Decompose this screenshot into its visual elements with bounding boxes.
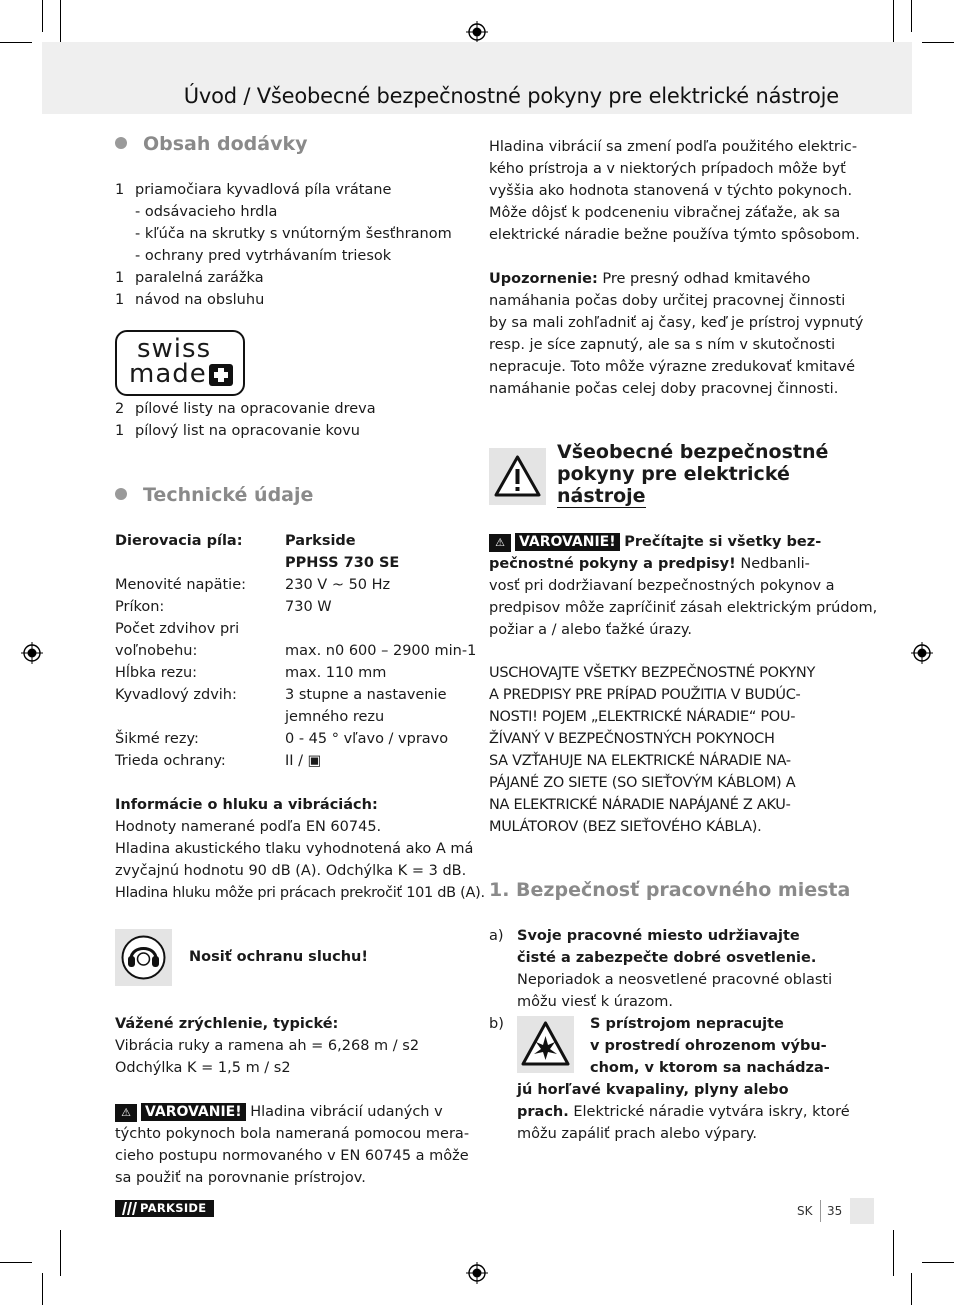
item-b-bold: jú horľavé kvapaliny, plyny alebo: [517, 1082, 789, 1098]
caps-line: PÁJANÉ ZO SIETE (SO SIEŤOVÝM KÁBLOM) A: [489, 775, 796, 791]
crop-mark: [42, 0, 43, 32]
caps-line: ŽÍVANÝ V BEZPEČNOSTNÝCH POKYNOCH: [489, 731, 775, 747]
upozornenie-line: namáhanie počas celej doby pracovnej činnosti.: [489, 381, 839, 397]
crop-mark: [893, 0, 894, 46]
tech-label: Počet zdvihov pri: [115, 621, 240, 637]
general-safety-heading: Všeobecné bezpečnostné pokyny pre elektrické nástroje: [557, 441, 829, 507]
hearing-label: Nosiť ochranu sluchu!: [189, 949, 368, 965]
tech-label: Príkon:: [115, 599, 165, 615]
list-item: 1: [115, 182, 125, 198]
section-heading: [115, 133, 308, 155]
list-item-text: paralelná zarážka: [135, 270, 264, 286]
item-a-bold: Svoje pracovné miesto udržiavajte: [517, 928, 800, 944]
item-a-bold: čisté a zabezpečte dobré osvetlenie.: [517, 950, 817, 966]
tech-label: Hĺbka rezu:: [115, 665, 198, 681]
explosion-hazard-icon: [517, 1016, 574, 1073]
tech-title: Technické údaje: [143, 484, 314, 506]
warning-block: [115, 1101, 443, 1123]
intro-line: elektrické náradie bežne používa týmto spôsobom.: [489, 227, 860, 243]
tech-value: max. 110 mm: [285, 665, 387, 681]
noise-line: Hladina hluku môže pri prácach prekročiť 101 dB (A).: [115, 885, 485, 901]
tech-value: PPHSS 730 SE: [285, 555, 400, 571]
footer-lang: SK: [797, 1204, 813, 1218]
caps-line: USCHOVAJTE VŠETKY BEZPEČNOSTNÉ POKYNY: [489, 665, 816, 681]
tech-label: Kyvadlový zdvih:: [115, 687, 237, 703]
intro-line: Môže dôjsť k podceneniu vibračnej záťaže, ak sa: [489, 205, 841, 221]
crop-mark: [0, 42, 32, 43]
crop-mark: [911, 1273, 912, 1305]
warning-line: týchto pokynoch bola nameraná pomocou mera-: [115, 1126, 470, 1142]
list-item: 1: [115, 292, 125, 308]
upozornenie-line: nepracuje. Toto môže výrazne zredukovať kmitavé: [489, 359, 856, 375]
registration-mark-icon: [466, 21, 488, 43]
warning-line: pečnostné pokyny a predpisy! Nedbanli-: [489, 556, 810, 572]
warning-bold: Prečítajte si všetky bez-: [624, 534, 822, 550]
warning-badge: VAROVANIE!: [515, 533, 620, 551]
list-item: 1: [115, 270, 125, 286]
item-b-line: prach. Elektrické náradie vytvára iskry, ktoré: [517, 1104, 850, 1120]
footer-tab: [850, 1198, 874, 1224]
tech-value: 730 W: [285, 599, 332, 615]
tech-label: Dierovacia píla:: [115, 533, 243, 549]
item-b-bold: S prístrojom nepracujte: [590, 1016, 784, 1032]
item-b-text: môžu zapáliť prach alebo výpary.: [517, 1126, 758, 1142]
list-item: 1: [115, 423, 125, 439]
vib-title: Vážené zrýchlenie, typické:: [115, 1016, 339, 1032]
list-item-text: pílový list na opracovanie kovu: [135, 423, 360, 439]
upozornenie-text: Pre presný odhad kmitavého: [602, 271, 811, 287]
hearing-protection-icon: [115, 929, 172, 986]
registration-mark-icon: [911, 642, 933, 664]
upozornenie: [489, 268, 810, 290]
upozornenie-label: Upozornenie:: [489, 271, 598, 287]
tech-value: 230 V ~ 50 Hz: [285, 577, 391, 593]
crop-mark: [893, 1230, 894, 1276]
list-item-text: priamočiara kyvadlová píla vrátane: [135, 182, 392, 198]
tech-value: max. n0 600 – 2900 min-1: [285, 643, 477, 659]
intro-line: kého prístroja a v niektorých prípadoch môže byť: [489, 161, 846, 177]
caps-line: SA VZŤAHUJE NA ELEKTRICKÉ NÁRADIE NA-: [489, 753, 791, 769]
item-a-text: Neporiadok a neosvetlené pracovné oblasti: [517, 972, 833, 988]
crop-mark: [922, 42, 954, 43]
caps-line: NOSTI! POJEM „ELEKTRICKÉ NÁRADIE“ POU-: [489, 709, 796, 725]
caps-line: NA ELEKTRICKÉ NÁRADIE NAPÁJANÉ Z AKU-: [489, 797, 791, 813]
swiss-logo-line1: swiss: [137, 334, 212, 364]
crop-mark: [922, 1262, 954, 1263]
swiss-cross-icon: [209, 364, 233, 386]
vib-line: Odchýlka K = 1,5 m / s2: [115, 1060, 291, 1076]
tech-label: Trieda ochrany:: [115, 753, 226, 769]
intro-line: vyššia ako hodnota stanovená v týchto pokynoch.: [489, 183, 853, 199]
page-number: 35: [827, 1204, 843, 1218]
tech-value: 3 stupne a nastavenie: [285, 687, 447, 703]
warning-line: vosť pri dodržiavaní bezpečnostných pokynov a: [489, 578, 835, 594]
warning-triangle-icon: ⚠: [489, 534, 511, 552]
caps-line: MULÁTOROV (BEZ SIEŤOVÉHO KÁBLA).: [489, 819, 762, 835]
warning-line: sa použiť na porovnanie prístrojov.: [115, 1170, 366, 1186]
tech-value: II / ▣: [285, 753, 322, 769]
item-a-text: môžu viesť k úrazom.: [517, 994, 674, 1010]
registration-mark-icon: [21, 642, 43, 664]
warning-line: cieho postupu normovaného v EN 60745 a môže: [115, 1148, 469, 1164]
bullet-icon: [115, 137, 127, 149]
noise-title: Informácie o hluku a vibráciách:: [115, 797, 378, 813]
vib-line: Vibrácia ruky a ramena ah = 6,268 m / s2: [115, 1038, 420, 1054]
list-item: 2: [115, 401, 125, 417]
crop-mark: [0, 1262, 32, 1263]
tech-label: Šikmé rezy:: [115, 731, 199, 747]
list-item-text: návod na obsluhu: [135, 292, 265, 308]
warning-text: Hladina vibrácií udaných v: [250, 1104, 443, 1120]
page-title: Úvod / Všeobecné bezpečnostné pokyny pre elektrické nástroje: [183, 84, 839, 108]
list-item-text: pílové listy na opracovanie dreva: [135, 401, 376, 417]
crop-mark: [60, 0, 61, 46]
item-b-bold: chom, v ktorom sa nachádza-: [590, 1060, 830, 1076]
section-1-heading: 1. Bezpečnosť pracovného miesta: [489, 879, 851, 901]
tech-value: Parkside: [285, 533, 356, 549]
intro-line: Hladina vibrácií sa zmení podľa použitého elektric-: [489, 139, 858, 155]
crop-mark: [911, 0, 912, 32]
caps-line: A PREDPISY PRE PRÍPAD POUŽITIA V BUDÚC-: [489, 687, 801, 703]
list-item-text: - kľúča na skrutky s vnútorným šesťhranom: [135, 226, 452, 242]
warning-line: predpisov môže zapríčiniť zásah elektrickým prúdom,: [489, 600, 878, 616]
warning-triangle-icon: ⚠: [115, 1104, 137, 1122]
list-item-text: - odsávacieho hrdla: [135, 204, 278, 220]
footer-divider: [820, 1200, 821, 1222]
upozornenie-line: by sa mali zohľadniť aj časy, keď je prístroj vypnutý: [489, 315, 864, 331]
upozornenie-line: namáhania počas doby určitej pracovnej činnosti: [489, 293, 846, 309]
tech-value: 0 - 45 ° vľavo / vpravo: [285, 731, 449, 747]
warning-line: požiar a / alebo ťažké úrazy.: [489, 622, 693, 638]
bullet-icon: [115, 488, 127, 500]
noise-line: Hodnoty namerané podľa EN 60745.: [115, 819, 382, 835]
tech-label: voľnobehu:: [115, 643, 198, 659]
item-b-label: b): [489, 1016, 504, 1032]
registration-mark-icon: [466, 1262, 488, 1284]
warning-block: [489, 531, 821, 553]
parkside-logo: [115, 1200, 214, 1217]
list-item-text: - ochrany pred vytrhávaním triesok: [135, 248, 392, 264]
brand-name: PARKSIDE: [140, 1201, 207, 1215]
crop-mark: [42, 1273, 43, 1305]
crop-mark: [60, 1230, 61, 1276]
stripes-icon: [119, 1202, 137, 1215]
tech-label: Menovité napätie:: [115, 577, 247, 593]
warning-triangle-icon: [489, 448, 546, 505]
section-heading: [115, 484, 313, 506]
item-a-label: a): [489, 928, 504, 944]
obsah-title: Obsah dodávky: [143, 133, 308, 155]
swiss-logo-line2: made: [129, 359, 207, 389]
upozornenie-line: resp. je síce zapnutý, ale sa s ním v skutočnosti: [489, 337, 836, 353]
swiss-made-logo: [115, 330, 245, 396]
noise-line: Hladina akustického tlaku vyhodnotená ako A má: [115, 841, 474, 857]
warning-badge: VAROVANIE!: [141, 1103, 246, 1121]
noise-line: zvyčajnú hodnotu 90 dB (A). Odchýlka K = 3 dB.: [115, 863, 467, 879]
item-b-bold: v prostredí ohrozenom výbu-: [590, 1038, 827, 1054]
tech-value: jemného rezu: [285, 709, 385, 725]
